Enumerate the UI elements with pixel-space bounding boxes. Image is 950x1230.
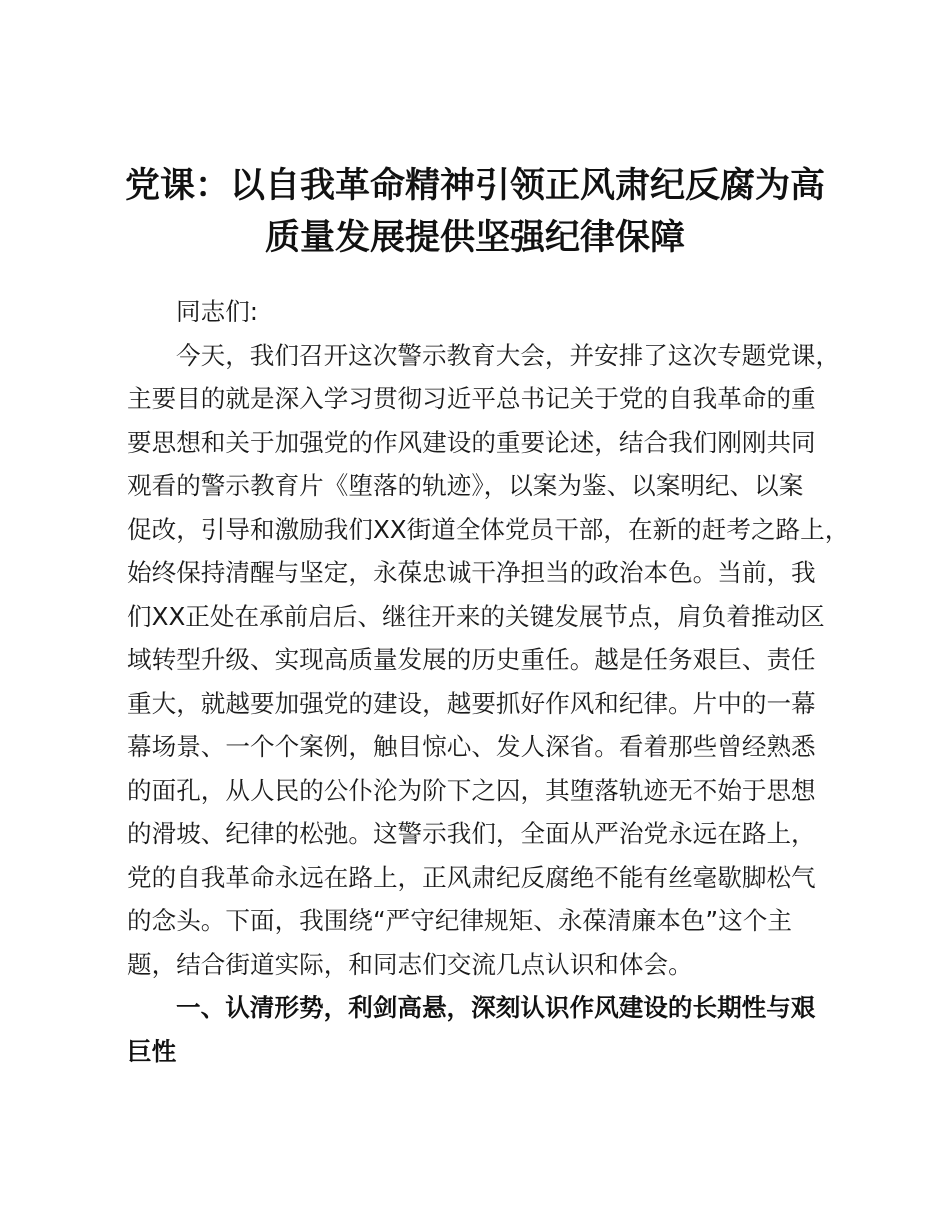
paragraph-1-line: 题，结合街道实际，和同志们交流几点认识和体会。 bbox=[127, 949, 693, 979]
paragraph-1-line: 重大，就越要加强党的建设，越要抓好作风和纪律。片中的一幕 bbox=[127, 688, 816, 718]
paragraph-1-line: 幕场景、一个个案例，触目惊心、发人深省。看着那些曾经熟悉 bbox=[127, 732, 816, 761]
paragraph-1-line: 域转型升级、实现高质量发展的历史重任。越是任务艰巨、责任 bbox=[127, 645, 816, 674]
paragraph-1-line: 主要目的就是深入学习贯彻习近平总书记关于党的自我革命的重 bbox=[127, 384, 816, 413]
title-line-1: 党课：以自我革命精神引领正风肃纪反腐为高 bbox=[124, 165, 825, 206]
document-body bbox=[127, 290, 850, 1073]
paragraph-1 bbox=[127, 334, 850, 987]
paragraph-1-line: 今天，我们召开这次警示教育大会，并安排了这次专题党课， bbox=[176, 340, 841, 370]
section-1-heading-line: 巨性 bbox=[127, 1036, 177, 1066]
section-1-heading bbox=[127, 986, 837, 1073]
paragraph-1-line: 始终保持清醒与坚定，永葆忠诚干净担当的政治本色。当前，我 bbox=[127, 558, 816, 587]
paragraph-1-line: 的面孔，从人民的公仆沦为阶下之囚，其堕落轨迹无不始于思想 bbox=[127, 775, 816, 805]
title-line-2: 质量发展提供坚强纪律保障 bbox=[264, 217, 685, 258]
section-1-heading-line: 一、认清形势，利剑高悬，深刻认识作风建设的长期性与艰 bbox=[176, 993, 816, 1022]
paragraph-1-line: 观看的警示教育片《堕落的轨迹》，以案为鉴、以案明纪、以案 bbox=[127, 471, 804, 500]
document-title bbox=[100, 160, 850, 264]
paragraph-1-line: 们XX正处在承前启后、继往开来的关键发展节点，肩负着推动区 bbox=[127, 601, 825, 631]
paragraph-1-line: 的念头。下面，我围绕“严守纪律规矩、永葆清廉本色”这个主 bbox=[127, 906, 792, 935]
paragraph-1-line: 党的自我革命永远在路上，正风肃纪反腐绝不能有丝毫歇脚松气 bbox=[127, 862, 816, 892]
paragraph-1-line: 的滑坡、纪律的松弛。这警示我们，全面从严治党永远在路上， bbox=[127, 819, 816, 848]
salutation: 同志们: bbox=[176, 297, 259, 326]
paragraph-1-line: 要思想和关于加强党的作风建设的重要论述，结合我们刚刚共同 bbox=[127, 427, 816, 457]
paragraph-1-line: 促改，引导和激励我们XX街道全体党员干部，在新的赶考之路上， bbox=[127, 514, 850, 544]
